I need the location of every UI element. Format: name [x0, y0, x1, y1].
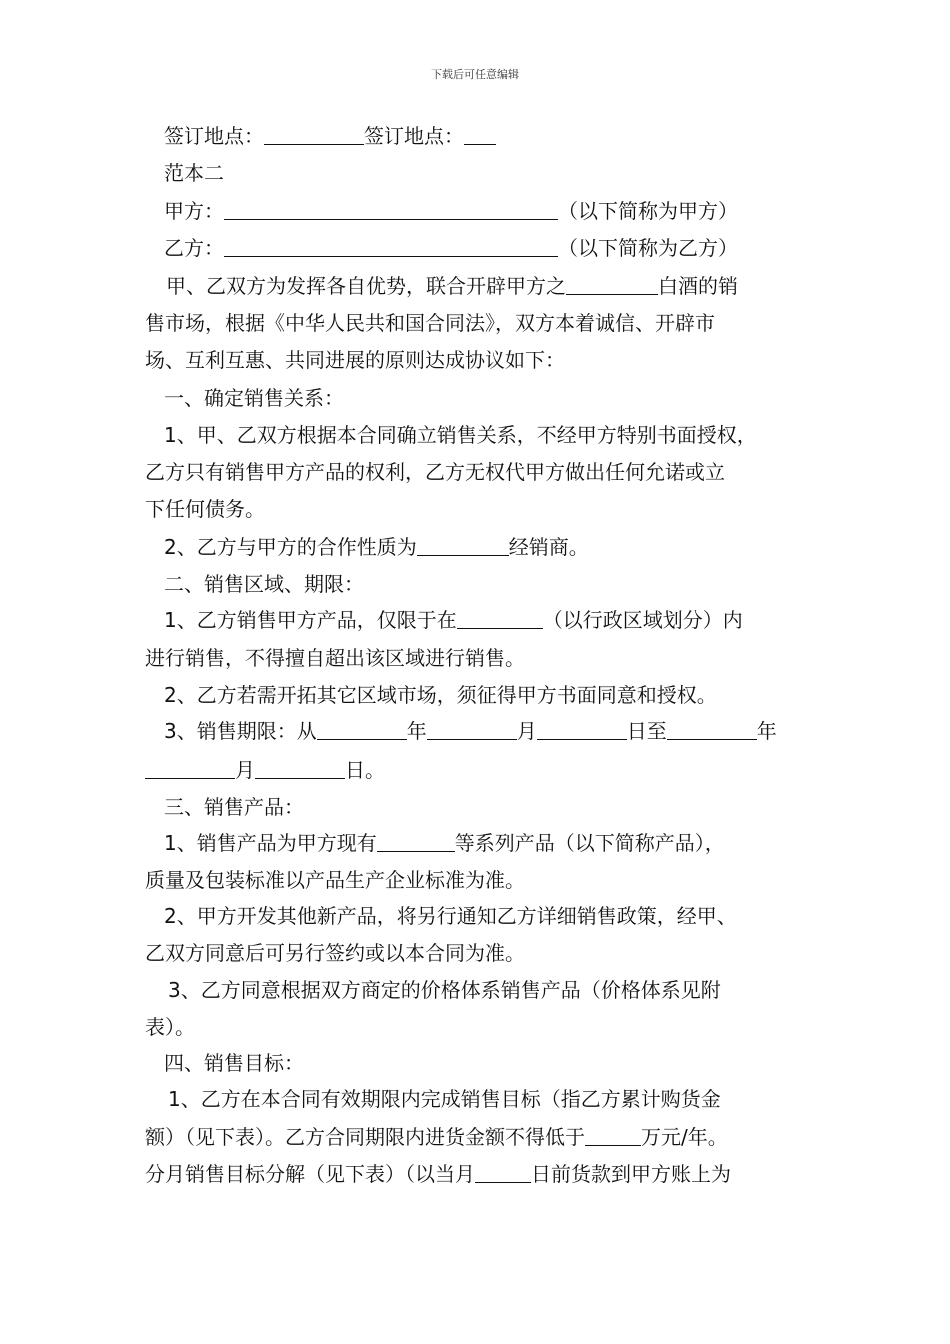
- blank-field[interactable]: [317, 717, 407, 740]
- paragraph-line: 分月销售目标分解（见下表）（以当月 日前货款到甲方账上为: [145, 1162, 731, 1186]
- paragraph-line: 1、销售产品为甲方现有 等系列产品（以下简称产品），: [164, 831, 725, 855]
- blank-field[interactable]: [264, 122, 364, 145]
- signing-place-line: 签订地点： 签订地点：: [164, 122, 496, 150]
- paragraph-line: 2、甲方开发其他新产品，将另行通知乙方详细销售政策，经甲、: [164, 904, 737, 928]
- blank-field[interactable]: [457, 606, 543, 629]
- party-a-blank[interactable]: [224, 197, 558, 220]
- section-heading: 四、销售目标：: [164, 1051, 304, 1075]
- blank-field[interactable]: [417, 533, 509, 556]
- paragraph-line: 2、乙方与甲方的合作性质为 经销商。: [164, 535, 589, 559]
- paragraph-line: 月 日。: [145, 756, 385, 784]
- paragraph-line: 额）（见下表）。乙方合同期限内进货金额不得低于 万元/年。: [145, 1125, 728, 1149]
- blank-field[interactable]: [255, 756, 345, 779]
- section-heading: 二、销售区域、期限：: [164, 572, 364, 596]
- paragraph-line: 2、乙方若需开拓其它区域市场，须征得甲方书面同意和授权。: [164, 683, 717, 707]
- paragraph-line: 下任何债务。: [145, 497, 265, 521]
- blank-field[interactable]: [464, 122, 496, 145]
- page-header: 下载后可任意编辑: [431, 68, 519, 81]
- blank-field[interactable]: [537, 717, 627, 740]
- section-heading: 一、确定销售关系：: [164, 386, 344, 410]
- paragraph-line: 质量及包装标准以产品生产企业标准为准。: [145, 868, 525, 892]
- paragraph-line: 1、乙方在本合同有效期限内完成销售目标（指乙方累计购货金: [168, 1087, 721, 1111]
- paragraph-line: 进行销售，不得擅自超出该区域进行销售。: [145, 646, 525, 670]
- blank-field[interactable]: [377, 829, 455, 852]
- paragraph-line: 场、互利互惠、共同进展的原则达成协议如下：: [145, 348, 565, 372]
- blank-field[interactable]: [427, 717, 517, 740]
- paragraph-line: 售市场，根据《中华人民共和国合同法》，双方本着诚信、开辟市: [145, 311, 715, 335]
- paragraph-line: 1、甲、乙双方根据本合同确立销售关系，不经甲方特别书面授权，: [164, 423, 757, 447]
- template-title: 范本二: [164, 161, 224, 185]
- paragraph-line: 甲、乙双方为发挥各自优势，联合开辟甲方之 白酒的销: [166, 274, 738, 298]
- blank-field[interactable]: [145, 756, 235, 779]
- paragraph-line: 表）。: [145, 1015, 195, 1039]
- blank-field[interactable]: [585, 1123, 641, 1146]
- paragraph-line: 3、销售期限：从 年 月 日至 年: [164, 719, 777, 743]
- blank-field[interactable]: [475, 1160, 531, 1183]
- paragraph-line: 1、乙方销售甲方产品，仅限于在 （以行政区域划分）内: [164, 608, 743, 632]
- party-b-blank[interactable]: [224, 234, 558, 257]
- blank-field[interactable]: [667, 717, 757, 740]
- blank-field[interactable]: [566, 272, 658, 295]
- paragraph-line: 乙方只有销售甲方产品的权利，乙方无权代甲方做出任何允诺或立: [145, 460, 725, 484]
- paragraph-line: 乙双方同意后可另行签约或以本合同为准。: [145, 941, 525, 965]
- section-heading: 三、销售产品：: [164, 795, 304, 819]
- paragraph-line: 3、乙方同意根据双方商定的价格体系销售产品（价格体系见附: [168, 978, 721, 1002]
- party-a-line: 甲方： （以下简称为甲方）: [164, 199, 738, 223]
- party-b-line: 乙方： （以下简称为乙方）: [164, 236, 738, 260]
